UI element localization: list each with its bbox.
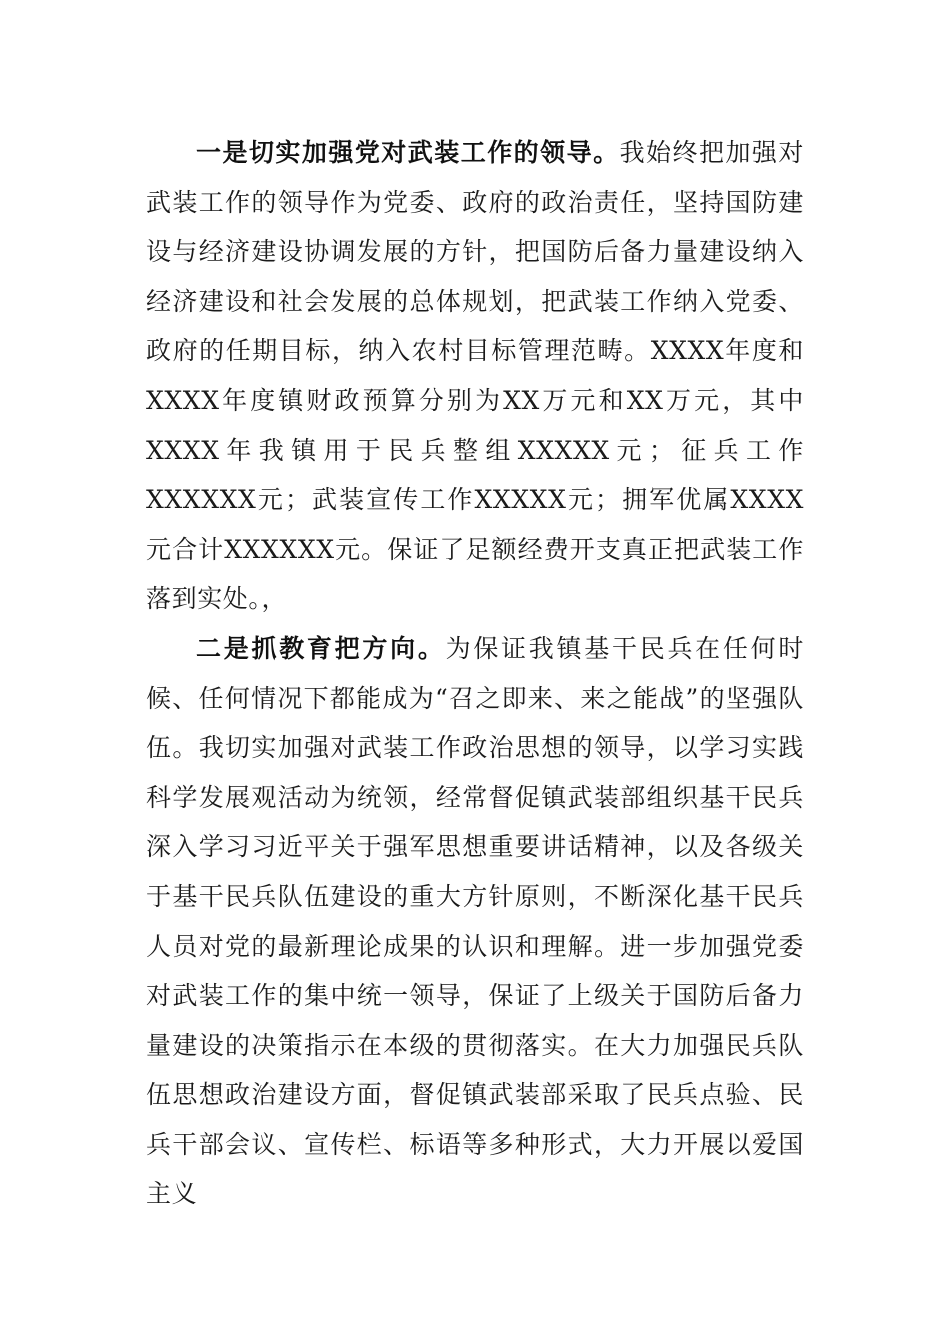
paragraph-1 bbox=[146, 128, 804, 624]
paragraph-1-lead: 一是切实加强党对武装工作的领导。 bbox=[196, 138, 620, 167]
paragraph-2 bbox=[146, 624, 804, 1219]
paragraph-2-lead: 二是抓教育把方向。 bbox=[196, 633, 446, 663]
paragraph-1-text: 我始终把加强对武装工作的领导作为党委、政府的政治责任，坚持国防建设与经济建设协调发展的方针，把国防后备力量建设纳入经济建设和社会发展的总体规划，把武装工作纳入党委、政府的任期目标，纳入农村目标管理范畴。XXXX年度和XXXX年度镇财政预算分别为XX万元和XX万元，其中XXXX年我镇用于民兵整组XXXXX元；征兵工作XXXXXX元；武装宣传工作XXXXX元；拥军优属XXXX元合计XXXXXX元。保证了足额经费开支真正把武装工作落到实处。， bbox=[146, 138, 804, 614]
paragraph-2-text: 为保证我镇基干民兵在任何时候、任何情况下都能成为“召之即来、来之能战”的坚强队伍。我切实加强对武装工作政治思想的领导，以学习实践科学发展观活动为统领，经常督促镇武装部组织基干民兵深入学习习近平关于强军思想重要讲话精神，以及各级关于基干民兵队伍建设的重大方针原则，不断深化基干民兵人员对党的最新理论成果的认识和理解。进一步加强党委对武装工作的集中统一领导，保证了上级关于国防后备力量建设的决策指示在本级的贯彻落实。在大力加强民兵队伍思想政治建设方面，督促镇武装部采取了民兵点验、民兵干部会议、宣传栏、标语等多种形式，大力开展以爱国主义 bbox=[146, 633, 804, 1209]
document-body bbox=[146, 128, 804, 1219]
